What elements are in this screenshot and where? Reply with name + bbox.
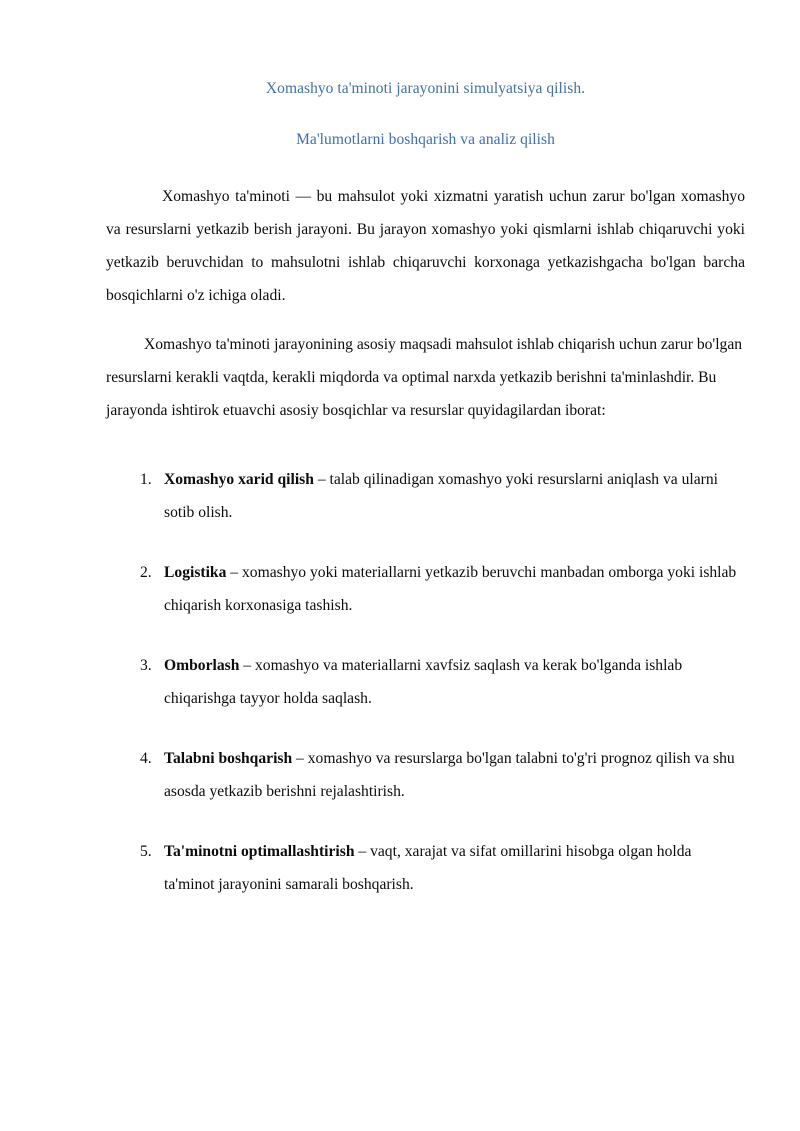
list-item xyxy=(106,742,745,808)
list-item xyxy=(106,463,745,529)
list-item-term: Ta'minotni optimallashtirish xyxy=(164,843,355,860)
list-marker: 1. xyxy=(140,471,152,488)
document-content xyxy=(106,0,745,901)
page-title: Xomashyo ta'minoti jarayonini simulyatsiya qilish. xyxy=(265,80,586,97)
list-item-term: Talabni boshqarish xyxy=(164,750,293,767)
list-item xyxy=(106,556,745,622)
list-item-term: Omborlash xyxy=(164,657,240,674)
list-item-description: xomashyo va materiallarni xavfsiz saqlash va kerak bo'lganda ishlab chiqarishga tayyor holda saqlash. xyxy=(164,657,683,707)
list-item-description: xomashyo va resurslarga bo'lgan talabni to'g'ri prognoz qilish va shu asosda yetkazib berishni rejalashtirish. xyxy=(164,750,735,800)
list-item-dash: – xyxy=(226,564,242,581)
list-item-description: xomashyo yoki materiallarni yetkazib beruvchi manbadan omborga yoki ishlab chiqarish korxonasiga tashish. xyxy=(164,564,737,614)
list-item-dash: – xyxy=(292,750,308,767)
page-subtitle: Ma'lumotlarni boshqarish va analiz qilish xyxy=(296,131,555,148)
list-item-description: vaqt, xarajat va sifat omillarini hisobga olgan holda ta'minot jarayonini samarali boshqarish. xyxy=(164,843,692,893)
list-item-dash: – xyxy=(239,657,255,674)
list-item-term: Xomashyo xarid qilish xyxy=(164,471,314,488)
list-marker: 4. xyxy=(140,750,152,767)
list-marker: 2. xyxy=(140,564,152,581)
paragraph-purpose: Xomashyo ta'minoti jarayonining asosiy maqsadi mahsulot ishlab chiqarish uchun zarur bo'lgan resurslarni kerakli vaqtda, kerakli miqdorda va optimal narxda yetkazib berishni ta'minlashdir. Bu jarayonda ishtirok etuavchi asosiy bosqichlar va resurslar quyidagilardan iborat: xyxy=(106,336,743,419)
list-item-dash: – xyxy=(313,471,330,488)
list-item-description: talab qilinadigan xomashyo yoki resurslarni aniqlash va ularni sotib olish. xyxy=(164,471,718,521)
list-marker: 3. xyxy=(140,657,152,674)
list-marker: 5. xyxy=(140,843,152,860)
list-item xyxy=(106,649,745,715)
list-item-term: Logistika xyxy=(164,564,227,581)
stages-list xyxy=(106,427,745,901)
paragraph-intro: Xomashyo ta'minoti — bu mahsulot yoki xizmatni yaratish uchun zarur bo'lgan xomashyo va resurslarni yetkazib berish jarayoni. Bu jarayon xomashyo yoki qismlarni ishlab chiqaruvchi yoki yetkazib beruvchidan to mahsulotni ishlab chiqaruvchi korxonaga yetkazishgacha bo'lgan barcha bosqichlarni o'z ichiga oladi. xyxy=(106,188,745,304)
list-item-dash: – xyxy=(354,843,371,860)
list-item xyxy=(106,835,745,901)
